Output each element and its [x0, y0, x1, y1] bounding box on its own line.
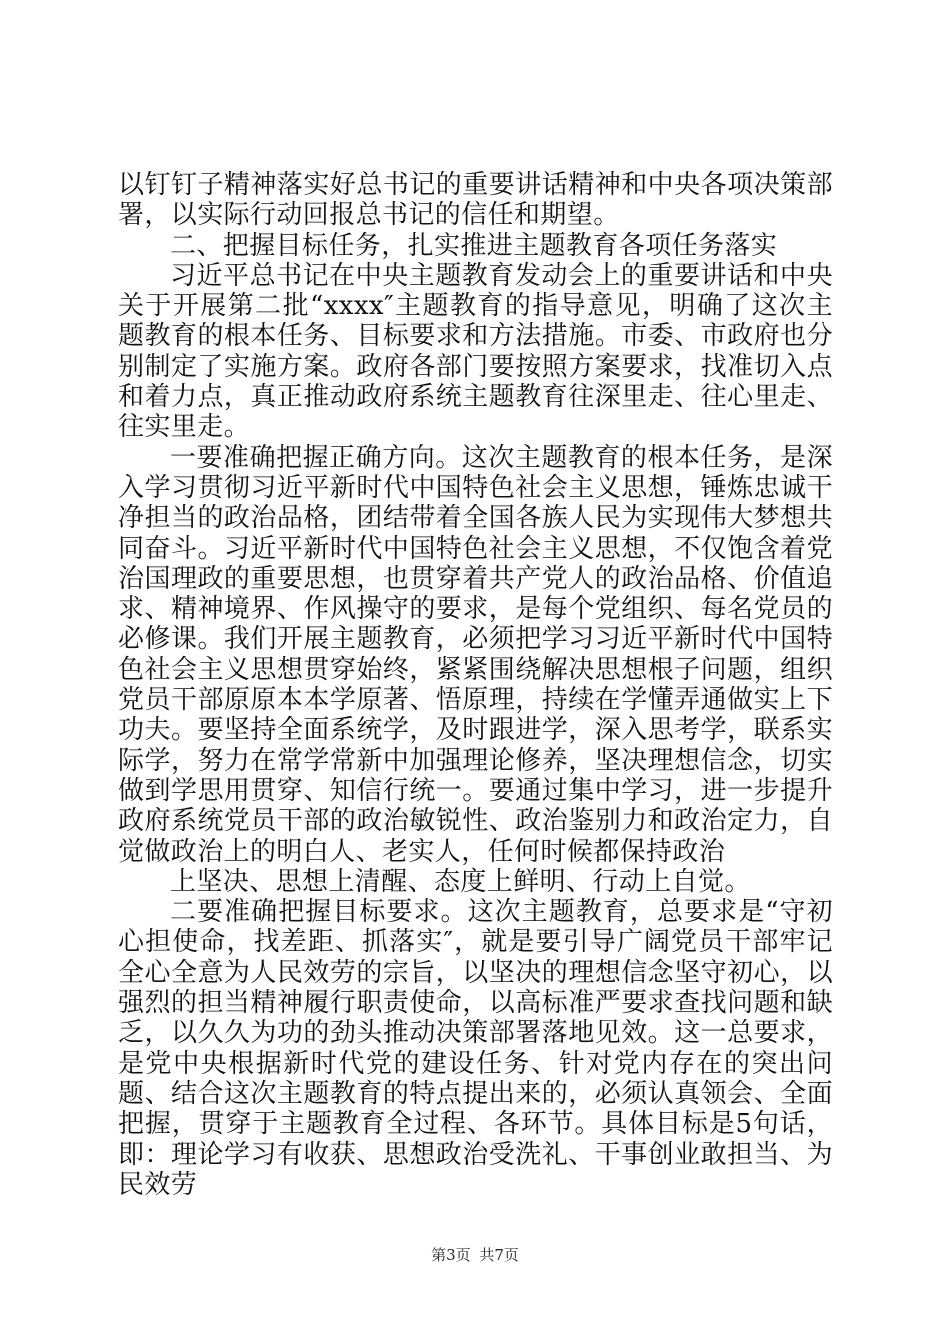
- section-heading: 二、把握目标任务，扎实推进主题教育各项任务落实: [170, 230, 778, 261]
- paragraph-5: 上坚决、思想上清醒、态度上鲜明、行动上自觉。: [170, 866, 751, 897]
- paragraph-3: 习近平总书记在中央主题教育发动会上的重要讲话和中央关于开展第二批“xxxx″主题教育的指导意见，明确了这次主题教育的根本任务、目标要求和方法措施。市委、市政府也分别制定了实施方案。政府各部门要按照方案要求，找准切入点和着力点，真正推动政府系统主题教育往深里走、往心里走、往实里走。: [118, 260, 833, 443]
- paragraph-6: 二要准确把握目标要求。这次主题教育，总要求是“守初心担使命，找差距、抓落实″，就是要引导广阔党员干部牢记全心全意为人民效劳的宗旨，以坚决的理想信念坚守初心，以强烈的担当精神履行职责使命，以高标准严要求查找问题和缺乏，以久久为功的劲头推动决策部署落地见效。这一总要求，是党中央根据新时代党的建设任务、针对党内存在的突出问题、结合这次主题教育的特点提出来的，必须认真领会、全面把握，贯穿于主题教育全过程、各环节。具体目标是5句话，即：理论学习有收获、思想政治受洗礼、干事创业敢担当、为民效劳: [118, 897, 833, 1200]
- page-total: 共7页: [479, 1246, 519, 1264]
- document-body: [118, 170, 833, 1200]
- paragraph-1: 以钉钉子精神落实好总书记的重要讲话精神和中央各项决策部署，以实际行动回报总书记的信任和期望。: [118, 170, 833, 231]
- page-footer: [0, 1244, 950, 1265]
- page-number: 第3页: [431, 1246, 471, 1264]
- paragraph-4: 一要准确把握正确方向。这次主题教育的根本任务，是深入学习贯彻习近平新时代中国特色社会主义思想，锤炼忠诚干净担当的政治品格，团结带着全国各族人民为实现伟大梦想共同奋斗。习近平新时代中国特色社会主义思想，不仅饱含着党治国理政的重要思想，也贯穿着共产党人的政治品格、价值追求、精神境界、作风操守的要求，是每个党组织、每名党员的必修课。我们开展主题教育，必须把学习习近平新时代中国特色社会主义思想贯穿始终，紧紧围绕解决思想根子问题，组织党员干部原原本本学原著、悟原理，持续在学懂弄通做实上下功夫。要坚持全面系统学，及时跟进学，深入思考学，联系实际学，努力在常学常新中加强理论修养，坚决理想信念，切实做到学思用贯穿、知信行统一。要通过集中学习，进一步提升政府系统党员干部的政治敏锐性、政治鉴别力和政治定力，自觉做政治上的明白人、老实人，任何时候都保持政治: [118, 442, 833, 867]
